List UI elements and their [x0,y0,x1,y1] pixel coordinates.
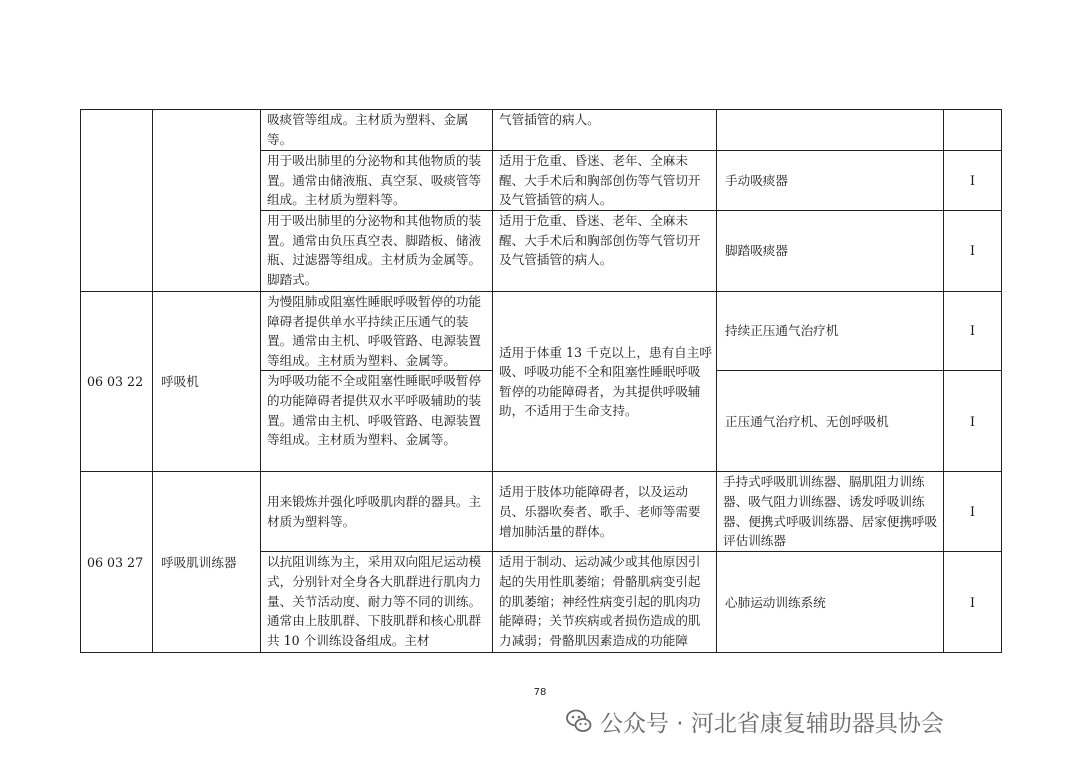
example-cell: 手动吸痰器 [717,151,944,211]
class-cell: I [944,151,1002,211]
example-cell: 正压通气治疗机、无创呼吸机 [717,371,944,472]
code-cell: 06 03 22 [81,292,153,472]
name-cell: 呼吸机 [153,292,261,472]
applicability-cell: 适用于体重 13 千克以上，患有自主呼吸、呼吸功能不全和阻塞性睡眠呼吸暂停的功能障碍者，为其提供呼吸辅助，不适用于生命支持。 [493,292,717,472]
table-row [81,292,1002,371]
example-cell: 持续正压通气治疗机 [717,292,944,371]
code-cell: 06 03 27 [81,472,153,653]
example-cell [717,110,944,151]
description-cell: 为慢阻肺或阻塞性睡眠呼吸暂停的功能障碍者提供单水平持续正压通气的装置。通常由主机、呼吸管路、电源装置等组成。主材质为塑料、金属等。 [261,292,493,371]
class-cell [944,110,1002,151]
table-row [81,472,1002,552]
class-cell: I [944,552,1002,653]
wechat-icon [566,708,592,734]
example-cell: 脚踏吸痰器 [717,211,944,292]
description-cell: 为呼吸功能不全或阻塞性睡眠呼吸暂停的功能障碍者提供双水平呼吸辅助的装置。通常由主机、呼吸管路、电源装置等组成。主材质为塑料、金属等。 [261,371,493,472]
class-cell: I [944,472,1002,552]
name-cell [153,110,261,292]
class-cell: I [944,371,1002,472]
description-cell: 用来锻炼并强化呼吸肌肉群的器具。主材质为塑料等。 [261,472,493,552]
watermark [566,703,944,739]
example-cell: 心肺运动训练系统 [717,552,944,653]
code-cell [81,110,153,292]
description-cell: 以抗阻训练为主，采用双向阻尼运动模式，分别针对全身各大肌群进行肌肉力量、关节活动度、耐力等不同的训练。通常由上肢肌群、下肢肌群和核心肌群共 10 个训练设备组成。主材 [261,552,493,653]
name-cell: 呼吸肌训练器 [153,472,261,653]
description-cell: 用于吸出肺里的分泌物和其他物质的装置。通常由负压真空表、脚踏板、储液瓶、过滤器等组成。主材质为金属等。脚踏式。 [261,211,493,292]
applicability-cell: 适用于制动、运动减少或其他原因引起的失用性肌萎缩；骨骼肌病变引起的肌萎缩；神经性病变引起的肌肉功能障碍；关节疾病或者损伤造成的肌力减弱；骨骼肌因素造成的功能障 [493,552,717,653]
applicability-cell: 适用于肢体功能障碍者，以及运动员、乐器吹奏者、歌手、老师等需要增加肺活量的群体。 [493,472,717,552]
page-number: 78 [533,687,547,698]
example-cell: 手持式呼吸肌训练器、膈肌阻力训练器、吸气阻力训练器、诱发呼吸训练器、便携式呼吸训练器、居家便携呼吸评估训练器 [717,472,944,552]
applicability-cell: 适用于危重、昏迷、老年、全麻未醒、大手术后和胸部创伤等气管切开及气管插管的病人。 [493,211,717,292]
applicability-cell: 适用于危重、昏迷、老年、全麻未醒、大手术后和胸部创伤等气管切开及气管插管的病人。 [493,151,717,211]
table-row [81,110,1002,151]
watermark-text: 公众号 · 河北省康复辅助器具协会 [600,710,944,737]
class-cell: I [944,292,1002,371]
catalog-table [80,109,1002,653]
description-cell: 吸痰管等组成。主材质为塑料、金属等。 [261,110,493,151]
description-cell: 用于吸出肺里的分泌物和其他物质的装置。通常由储液瓶、真空泵、吸痰管等组成。主材质为塑料等。 [261,151,493,211]
applicability-cell: 气管插管的病人。 [493,110,717,151]
class-cell: I [944,211,1002,292]
